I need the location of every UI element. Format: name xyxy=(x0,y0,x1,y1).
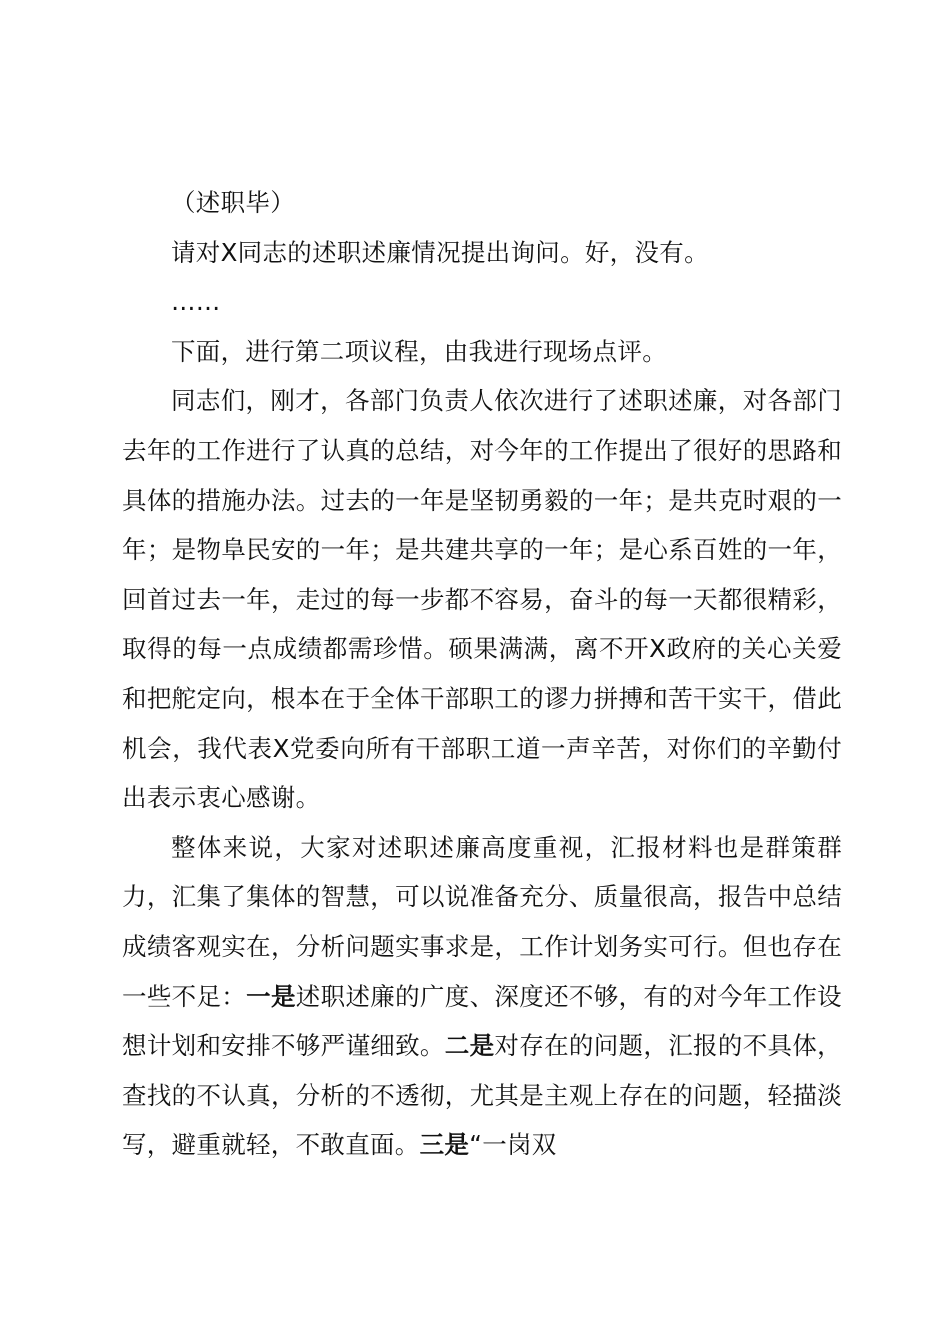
paragraph-agenda xyxy=(122,327,842,377)
text-run: 同志们，刚才，各部门负责人依次进行了述职述廉，对各部门去年的工作进行了认真的总结，对今年的工作提出了很好的思路和具体的措施办法。过去的一年是坚韧勇毅的一年；是共克时艰的一年；是物阜民安的一年；是共建共享的一年；是心系百姓的一年，回首过去一年，走过的每一步都不容易，奋斗的每一天都很精彩，取得的每一点成绩都需珍惜。硕果满满，离不开X政府的关心关爱和把舵定向，根本在于全体干部职工的谬力拼搏和苦干实干，借此机会，我代表X党委向所有干部职工道一声辛苦，对你们的辛勤付出表示衷心感谢。 xyxy=(122,386,842,813)
paragraph-shortcomings xyxy=(122,823,842,1170)
text-run: 请对X同志的述职述廉情况提出询问。好，没有。 xyxy=(171,237,709,267)
text-run: （述职毕） xyxy=(171,188,295,217)
bold-marker-three: 三是 xyxy=(419,1130,470,1160)
text-run: 整体来说，大家对述职述廉高度重视，汇报材料也是群策群力，汇集了集体的智慧，可以说准备充分、质量很高，报告中总结成绩客观实在，分析问题实事求是，工作计划务实可行。但也存在一些不足： xyxy=(122,832,842,1011)
text-run: “一岗双 xyxy=(469,1130,557,1160)
bold-marker-one: 一是 xyxy=(246,981,296,1011)
document-body xyxy=(122,178,842,1170)
paragraph-review xyxy=(122,376,842,822)
bold-marker-two: 二是 xyxy=(444,1031,495,1061)
paragraph-ellipsis xyxy=(122,277,842,327)
paragraph-inquiry xyxy=(122,228,842,278)
text-run: …… xyxy=(171,287,221,317)
text-run: 对存在的问题，汇报的不具体，查找的不认真，分析的不透彻，尤其是主观上存在的问题，轻描淡写，避重就轻，不敢直面。 xyxy=(122,1031,842,1160)
paragraph-speech-end xyxy=(122,178,842,228)
text-run: 述职述廉的广度、深度还不够，有的对今年工作设想计划和安排不够严谨细致。 xyxy=(122,981,842,1061)
text-run: 下面，进行第二项议程，由我进行现场点评。 xyxy=(171,336,667,366)
